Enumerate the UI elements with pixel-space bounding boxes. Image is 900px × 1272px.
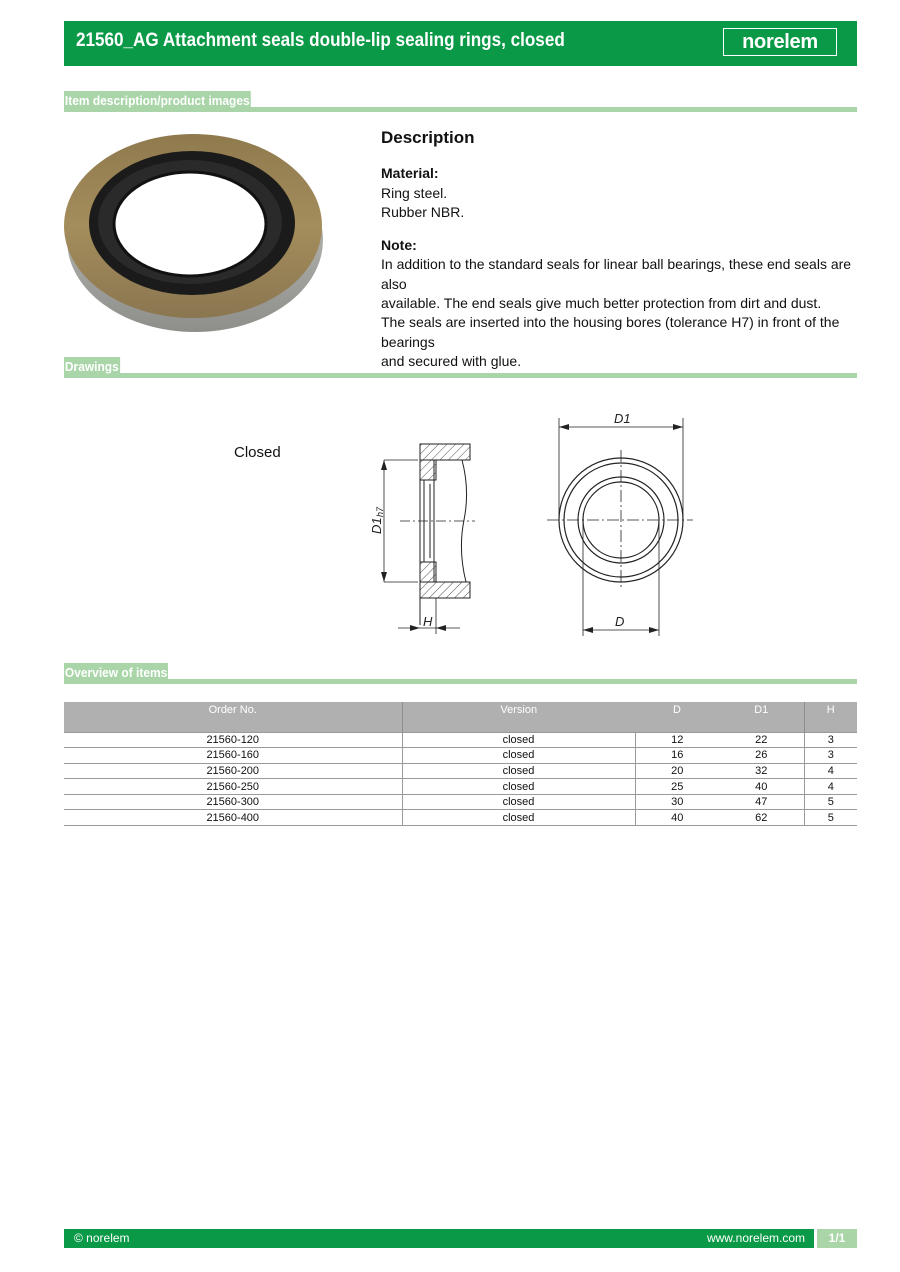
norelem-logo: norelem xyxy=(723,28,837,56)
website-link[interactable]: www.norelem.com xyxy=(706,1231,805,1245)
note-line: In addition to the standard seals for linear ball bearings, these end seals are also xyxy=(381,256,852,292)
front-view xyxy=(547,411,693,636)
table-row xyxy=(64,732,857,748)
dim-d1-label: D1 xyxy=(614,411,631,426)
variant-label: Closed xyxy=(234,444,281,461)
section-label: Drawings xyxy=(64,357,120,377)
note-label: Note: xyxy=(381,237,417,254)
cell-d: 12 xyxy=(635,732,719,748)
cell-version: closed xyxy=(402,748,635,764)
section-label: Overview of items xyxy=(64,663,168,683)
cell-d1: 32 xyxy=(719,763,804,779)
note-line: available. The end seals give much better protection from dirt and dust. xyxy=(381,295,822,312)
note-line: The seals are inserted into the housing bores (tolerance H7) in front of the bearings xyxy=(381,314,840,350)
cell-h: 4 xyxy=(804,779,857,795)
material-line: Ring steel. xyxy=(381,184,448,201)
section-drawings xyxy=(64,357,857,381)
header-version: Version xyxy=(402,702,635,732)
cell-version: closed xyxy=(402,810,635,826)
note-line: and secured with glue. xyxy=(381,352,522,369)
cell-h: 5 xyxy=(804,810,857,826)
table-row xyxy=(64,748,857,764)
header-h: H xyxy=(804,702,857,732)
page-title: 21560_AG Attachment seals double-lip sealing rings, closed xyxy=(76,30,565,51)
page-footer xyxy=(64,1229,857,1248)
cell-d1: 40 xyxy=(719,779,804,795)
cell-order-no: 21560-250 xyxy=(64,779,402,795)
cell-order-no: 21560-120 xyxy=(64,732,402,748)
cell-order-no: 21560-200 xyxy=(64,763,402,779)
table-header-row xyxy=(64,702,857,732)
cell-d: 20 xyxy=(635,763,719,779)
cell-h: 3 xyxy=(804,748,857,764)
cell-d1: 22 xyxy=(719,732,804,748)
cell-version: closed xyxy=(402,794,635,810)
material-label: Material: xyxy=(381,165,439,182)
table-row xyxy=(64,794,857,810)
cell-d: 30 xyxy=(635,794,719,810)
cell-h: 3 xyxy=(804,732,857,748)
material-line: Rubber NBR. xyxy=(381,203,465,220)
header-d1: D1 xyxy=(719,702,804,732)
section-label: Item description/product images xyxy=(64,91,251,111)
cell-h: 5 xyxy=(804,794,857,810)
description-block xyxy=(381,128,857,371)
section-item-description xyxy=(64,91,857,115)
section-rule xyxy=(64,373,857,378)
cell-order-no: 21560-300 xyxy=(64,794,402,810)
section-overview xyxy=(64,663,857,687)
page-number: 1/1 xyxy=(817,1229,857,1248)
cell-d: 25 xyxy=(635,779,719,795)
header-d: D xyxy=(635,702,719,732)
cell-d1: 47 xyxy=(719,794,804,810)
cell-h: 4 xyxy=(804,763,857,779)
dim-d-label: D xyxy=(615,614,625,629)
description-title: Description xyxy=(381,128,475,147)
cell-order-no: 21560-400 xyxy=(64,810,402,826)
dim-d1-h7-label: D1 xyxy=(369,517,384,534)
cell-d: 40 xyxy=(635,810,719,826)
dim-h7-subscript: h7 xyxy=(375,506,385,517)
technical-drawing xyxy=(360,405,720,650)
section-rule xyxy=(64,679,857,684)
cell-version: closed xyxy=(402,779,635,795)
header-order-no: Order No. xyxy=(64,702,402,732)
table-row xyxy=(64,763,857,779)
page-header xyxy=(64,21,857,66)
cell-order-no: 21560-160 xyxy=(64,748,402,764)
cell-version: closed xyxy=(402,763,635,779)
cell-version: closed xyxy=(402,732,635,748)
cell-d: 16 xyxy=(635,748,719,764)
product-image xyxy=(64,128,326,338)
cell-d1: 62 xyxy=(719,810,804,826)
dim-h-label: H xyxy=(423,614,433,629)
side-view xyxy=(369,444,475,634)
table-row xyxy=(64,779,857,795)
items-table xyxy=(64,702,857,826)
cell-d1: 26 xyxy=(719,748,804,764)
table-row xyxy=(64,810,857,826)
copyright: © norelem xyxy=(74,1231,130,1245)
